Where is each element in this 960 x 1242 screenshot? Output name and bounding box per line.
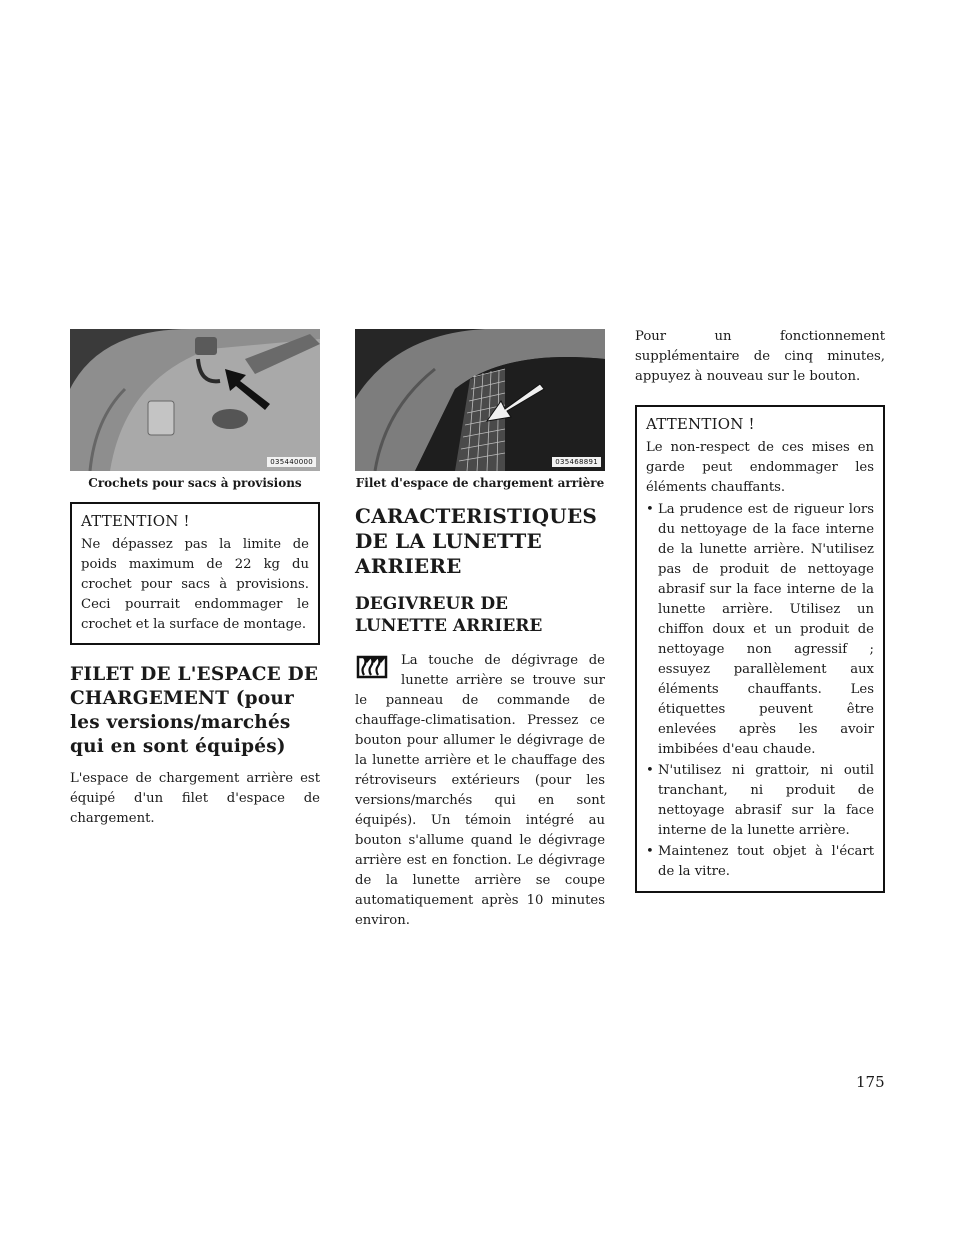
column-left (70, 329, 320, 829)
warning-list (646, 500, 874, 882)
column-middle (355, 329, 605, 931)
section-heading-rear-window: CARACTERISTIQUES DE LA LUNETTE ARRIERE (355, 504, 598, 578)
body-text: La touche de dégivrage de lunette arrière se trouve sur le panneau de commande de chauffage-climatisation. Pressez ce bouton pour allumer le dégivrage de la lunette arrière et le chauffage des rétroviseurs extérieurs (pour les versions/marchés qui en sont équipés). Un témoin intégré au bouton s'allume quand le dégivrage arrière est en fonction. Le dégivrage de la lunette arrière se coupe automatiquement après 10 minutes environ. (355, 653, 605, 928)
figure-code: 035440000 (267, 457, 316, 467)
warning-text: Ne dépassez pas la limite de poids maximum de 22 kg du crochet pour sacs à provisions. Ceci pourrait endommager le crochet et la surface de montage. (81, 537, 309, 632)
warning-box (70, 502, 320, 645)
warning-box (635, 405, 885, 893)
warning-title: ATTENTION ! (646, 415, 755, 433)
warning-item: • La prudence est de rigueur lors du nettoyage de la face interne de la lunette arrière. N'utilisez pas de produit de nettoyage abrasif sur la face interne de la lunette arrière. Utilisez un chiffon doux et un produit de nettoyage non agressif ; essuyez parallèlement aux éléments chauffants. Les étiquettes peuvent être enlevées après les avoir imbibées d'eau chaude. (646, 500, 874, 760)
warning-title: ATTENTION ! (81, 512, 190, 530)
figure-grocery-bag-hooks (70, 329, 320, 471)
figure-caption: Filet d'espace de chargement arrière (355, 476, 605, 490)
column-right (635, 329, 885, 893)
warning-item: • Maintenez tout objet à l'écart de la vitre. (646, 842, 874, 882)
figure-code: 035468891 (552, 457, 601, 467)
trunk-hook-illustration (70, 329, 320, 471)
figure-caption: Crochets pour sacs à provisions (88, 476, 302, 490)
subheading-rear-defroster: DEGIVREUR DE LUNETTE ARRIERE (355, 594, 543, 636)
warning-item: • N'utilisez ni grattoir, ni outil tranchant, ni produit de nettoyage abrasif sur la face interne de la lunette arrière. (646, 761, 874, 841)
rear-defrost-icon (355, 653, 391, 683)
page-number: 175 (856, 1073, 885, 1091)
figure-cargo-net (355, 329, 605, 471)
section-heading-cargo-net: FILET DE L'ESPACE DE CHARGEMENT (pour les versions/marchés qui en sont équipés) (70, 664, 319, 757)
warning-intro: Le non-respect de ces mises en garde peut endommager les éléments chauffants. (646, 440, 874, 495)
cargo-net-illustration (355, 329, 605, 471)
body-text: L'espace de chargement arrière est équipé d'un filet d'espace de chargement. (70, 771, 320, 826)
body-text: Pour un fonctionnement supplémentaire de cinq minutes, appuyez à nouveau sur le bouton. (635, 329, 885, 384)
